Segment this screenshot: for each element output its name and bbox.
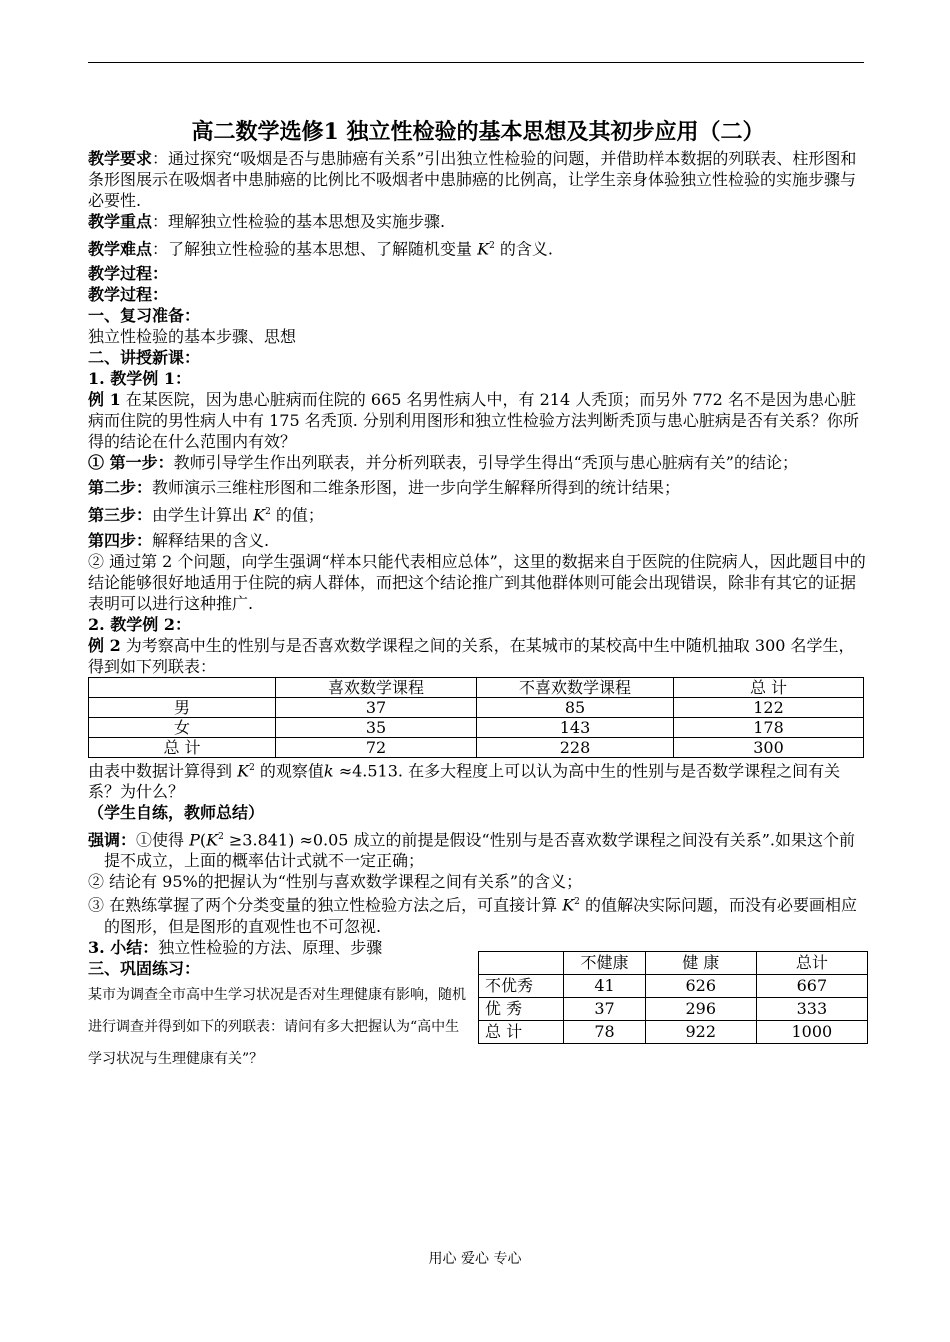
table-cell: 122 (674, 697, 864, 717)
contingency-table-gender-math (88, 677, 864, 758)
table-cell: 优 秀 (479, 997, 564, 1020)
table-header-cell: 总计 (756, 951, 867, 974)
table-row (89, 697, 864, 717)
summary (88, 937, 468, 958)
page-title: 高二数学选修1 独立性检验的基本思想及其初步应用（二） (191, 119, 765, 145)
table-cell: 41 (564, 974, 646, 997)
section-review-text: 独立性检验的基本步骤、思想 (88, 327, 297, 347)
k-sup: 2 (574, 897, 580, 908)
emphasis-3 (88, 892, 868, 936)
after-b: 的观察值 (259, 760, 324, 780)
example2-heading: 2. 教学例 2： (88, 614, 191, 634)
table-cell: 178 (674, 717, 864, 737)
step3 (88, 502, 868, 525)
emphasis1-b: ( (199, 830, 207, 850)
header-rule (88, 62, 864, 63)
table-cell: 35 (276, 717, 477, 737)
emphasis1-c: ≥3.841) ≈0.05 成立的前提是假设“性别与是否喜欢数学课程之间没有关系”.如果这个前提不成立，上面的概率估计式就不一定正确； (104, 830, 856, 871)
step1-label: ① 第一步： (88, 453, 174, 473)
table-header-cell: 健 康 (645, 951, 756, 974)
observation-text (88, 758, 868, 802)
key-text: ：理解独立性检验的基本思想及实施步骤. (152, 212, 446, 231)
k-sup: 2 (489, 241, 495, 251)
k-variable: k (323, 760, 334, 780)
step3-text-a: 由学生计算出 (152, 505, 249, 525)
contingency-table-study-health (478, 951, 868, 1044)
step3-label: 第三步： (88, 505, 153, 525)
table-cell: 333 (756, 997, 867, 1020)
table-header-cell: 总 计 (674, 677, 864, 697)
section-new-lesson-heading: 二、讲授新课： (88, 348, 201, 368)
table-header-cell: 喜欢数学课程 (276, 677, 477, 697)
table-header-cell (479, 951, 564, 974)
teaching-difficulty (88, 236, 868, 259)
table-header-row (89, 677, 864, 697)
emphasis-1 (88, 827, 868, 871)
step2-label: 第二步： (88, 478, 153, 498)
after-a: 由表中数据计算得到 (88, 760, 233, 780)
step2-text: 教师演示三维柱形图和二维条形图，进一步向学生解释所得到的统计结果； (152, 478, 681, 498)
table-cell: 1000 (756, 1020, 867, 1043)
table-cell: 37 (564, 997, 646, 1020)
table-cell: 37 (276, 697, 477, 717)
table-cell: 300 (674, 737, 864, 757)
table-cell: 72 (276, 737, 477, 757)
k-sup: 2 (218, 831, 224, 842)
step2 (88, 477, 868, 498)
step4-label: 第四步： (88, 530, 153, 550)
table-cell: 不优秀 (479, 974, 564, 997)
teaching-requirement (88, 148, 868, 211)
section-review-heading: 一、复习准备： (88, 306, 201, 326)
step1 (88, 452, 868, 473)
req-label: 教学要求 (88, 149, 153, 168)
table-cell: 626 (645, 974, 756, 997)
k-symbol: K (477, 239, 490, 259)
step1-text: 教师引导学生作出列联表，并分析列联表，引导学生得出“秃顶与患心脏病有关”的结论； (173, 453, 798, 473)
k-symbol: K (253, 505, 266, 525)
emphasis3-b: 的值解决实际问题，而没有必要画相应的图形，但是图形的直观性也不可忽视. (104, 895, 857, 936)
teaching-key-point (88, 211, 868, 232)
note-2: ② 通过第 2 个问题，向学生强调“样本只能代表相应总体”，这里的数据来自于医院的住院病人，因此题目中的结论能够很好地适用于住院的病人群体，而把这个结论推广到其他群体则可能会出现错误，除非有其它的证据表明可以进行这种推广. (88, 551, 866, 613)
table-cell: 男 (89, 697, 276, 717)
table-row (89, 717, 864, 737)
process-heading-1: 教学过程： (88, 264, 169, 284)
summary-text: 独立性检验的方法、原理、步骤 (158, 937, 383, 957)
document-body (88, 118, 868, 1067)
section-practice-heading: 三、巩固练习： (88, 958, 201, 978)
process-heading-2: 教学过程： (88, 285, 169, 305)
k-sup: 2 (249, 762, 255, 773)
table-cell: 78 (564, 1020, 646, 1043)
example1-heading: 1. 教学例 1： (88, 369, 191, 389)
table-header-cell: 不健康 (564, 951, 646, 974)
table-cell: 总 计 (479, 1020, 564, 1043)
emphasis-label: 强调： (88, 830, 137, 850)
table-header-cell: 不喜欢数学课程 (477, 677, 674, 697)
table-cell: 总 计 (89, 737, 276, 757)
example1-label: 例 1 (88, 390, 121, 410)
k-symbol: K (206, 830, 219, 850)
table-cell: 143 (477, 717, 674, 737)
table-row (479, 974, 868, 997)
summary-label: 3. 小结： (88, 937, 159, 957)
key-label: 教学重点 (88, 212, 153, 231)
example2 (88, 635, 868, 677)
table-cell: 女 (89, 717, 276, 737)
step4 (88, 530, 868, 551)
practice-question: 某市为调查全市高中生学习状况是否对生理健康有影响，随机进行调查并得到如下的列联表：请问有多大把握认为“高中生学习状况与生理健康有关”？ (88, 986, 466, 1067)
self-practice-note: （学生自练，教师总结） (88, 802, 265, 822)
table-cell: 296 (645, 997, 756, 1020)
after-c: ≈4.513. 在多大程度上可以认为高中生的性别与是否数学课程之间有关系？为什么？ (88, 760, 841, 801)
step4-text: 解释结果的含义. (152, 530, 270, 550)
k-symbol: K (237, 760, 250, 780)
table-cell: 667 (756, 974, 867, 997)
step3-text-b: 的值； (275, 505, 324, 525)
table-cell: 85 (477, 697, 674, 717)
req-text: ：通过探究“吸烟是否与患肺癌有关系”引出独立性检验的问题，并借助样本数据的列联表、柱形图和条形图展示在吸烟者中患肺癌的比例比不吸烟者中患肺癌的比例高，让学生亲身体验独立性检验的实施步骤与必要性. (88, 149, 857, 210)
k-sup: 2 (265, 507, 271, 518)
emphasis3-a: ③ 在熟练掌握了两个分类变量的独立性检验方法之后，可直接计算 (88, 895, 558, 915)
k-symbol: K (562, 895, 575, 915)
example2-text: 为考察高中生的性别与是否喜欢数学课程之间的关系，在某城市的某校高中生中随机抽取 300 名学生，得到如下列联表： (88, 635, 855, 676)
summary-column (88, 937, 468, 1075)
example1-text: 在某医院，因为患心脏病而住院的 665 名男性病人中，有 214 人秃顶；而另外 772 名不是因为患心脏病而住院的男性病人中有 175 名秃顶. 分别利用图形和独立性检验方法判断秃顶与患心脏病是否有关系？你所得的结论在什么范围内有效？ (88, 390, 859, 452)
page-footer: 用心 爱心 专心 (428, 1251, 522, 1267)
example2-label: 例 2 (88, 635, 121, 655)
example1 (88, 389, 868, 452)
diff-label: 教学难点 (88, 239, 153, 259)
table-row (479, 1020, 868, 1043)
table-cell: 228 (477, 737, 674, 757)
summary-and-practice (88, 937, 868, 1067)
table-header-row (479, 951, 868, 974)
emphasis1-a: ①使得 (136, 830, 190, 850)
table-row (479, 997, 868, 1020)
table-header-cell (89, 677, 276, 697)
p-symbol: P (189, 830, 200, 850)
diff-text-a: ：了解独立性检验的基本思想、了解随机变量 (152, 239, 473, 259)
diff-text-b: 的含义. (499, 239, 553, 259)
table-row (89, 737, 864, 757)
table-cell: 922 (645, 1020, 756, 1043)
emphasis-2: ② 结论有 95%的把握认为“性别与喜欢数学课程之间有关系”的含义； (88, 872, 583, 892)
